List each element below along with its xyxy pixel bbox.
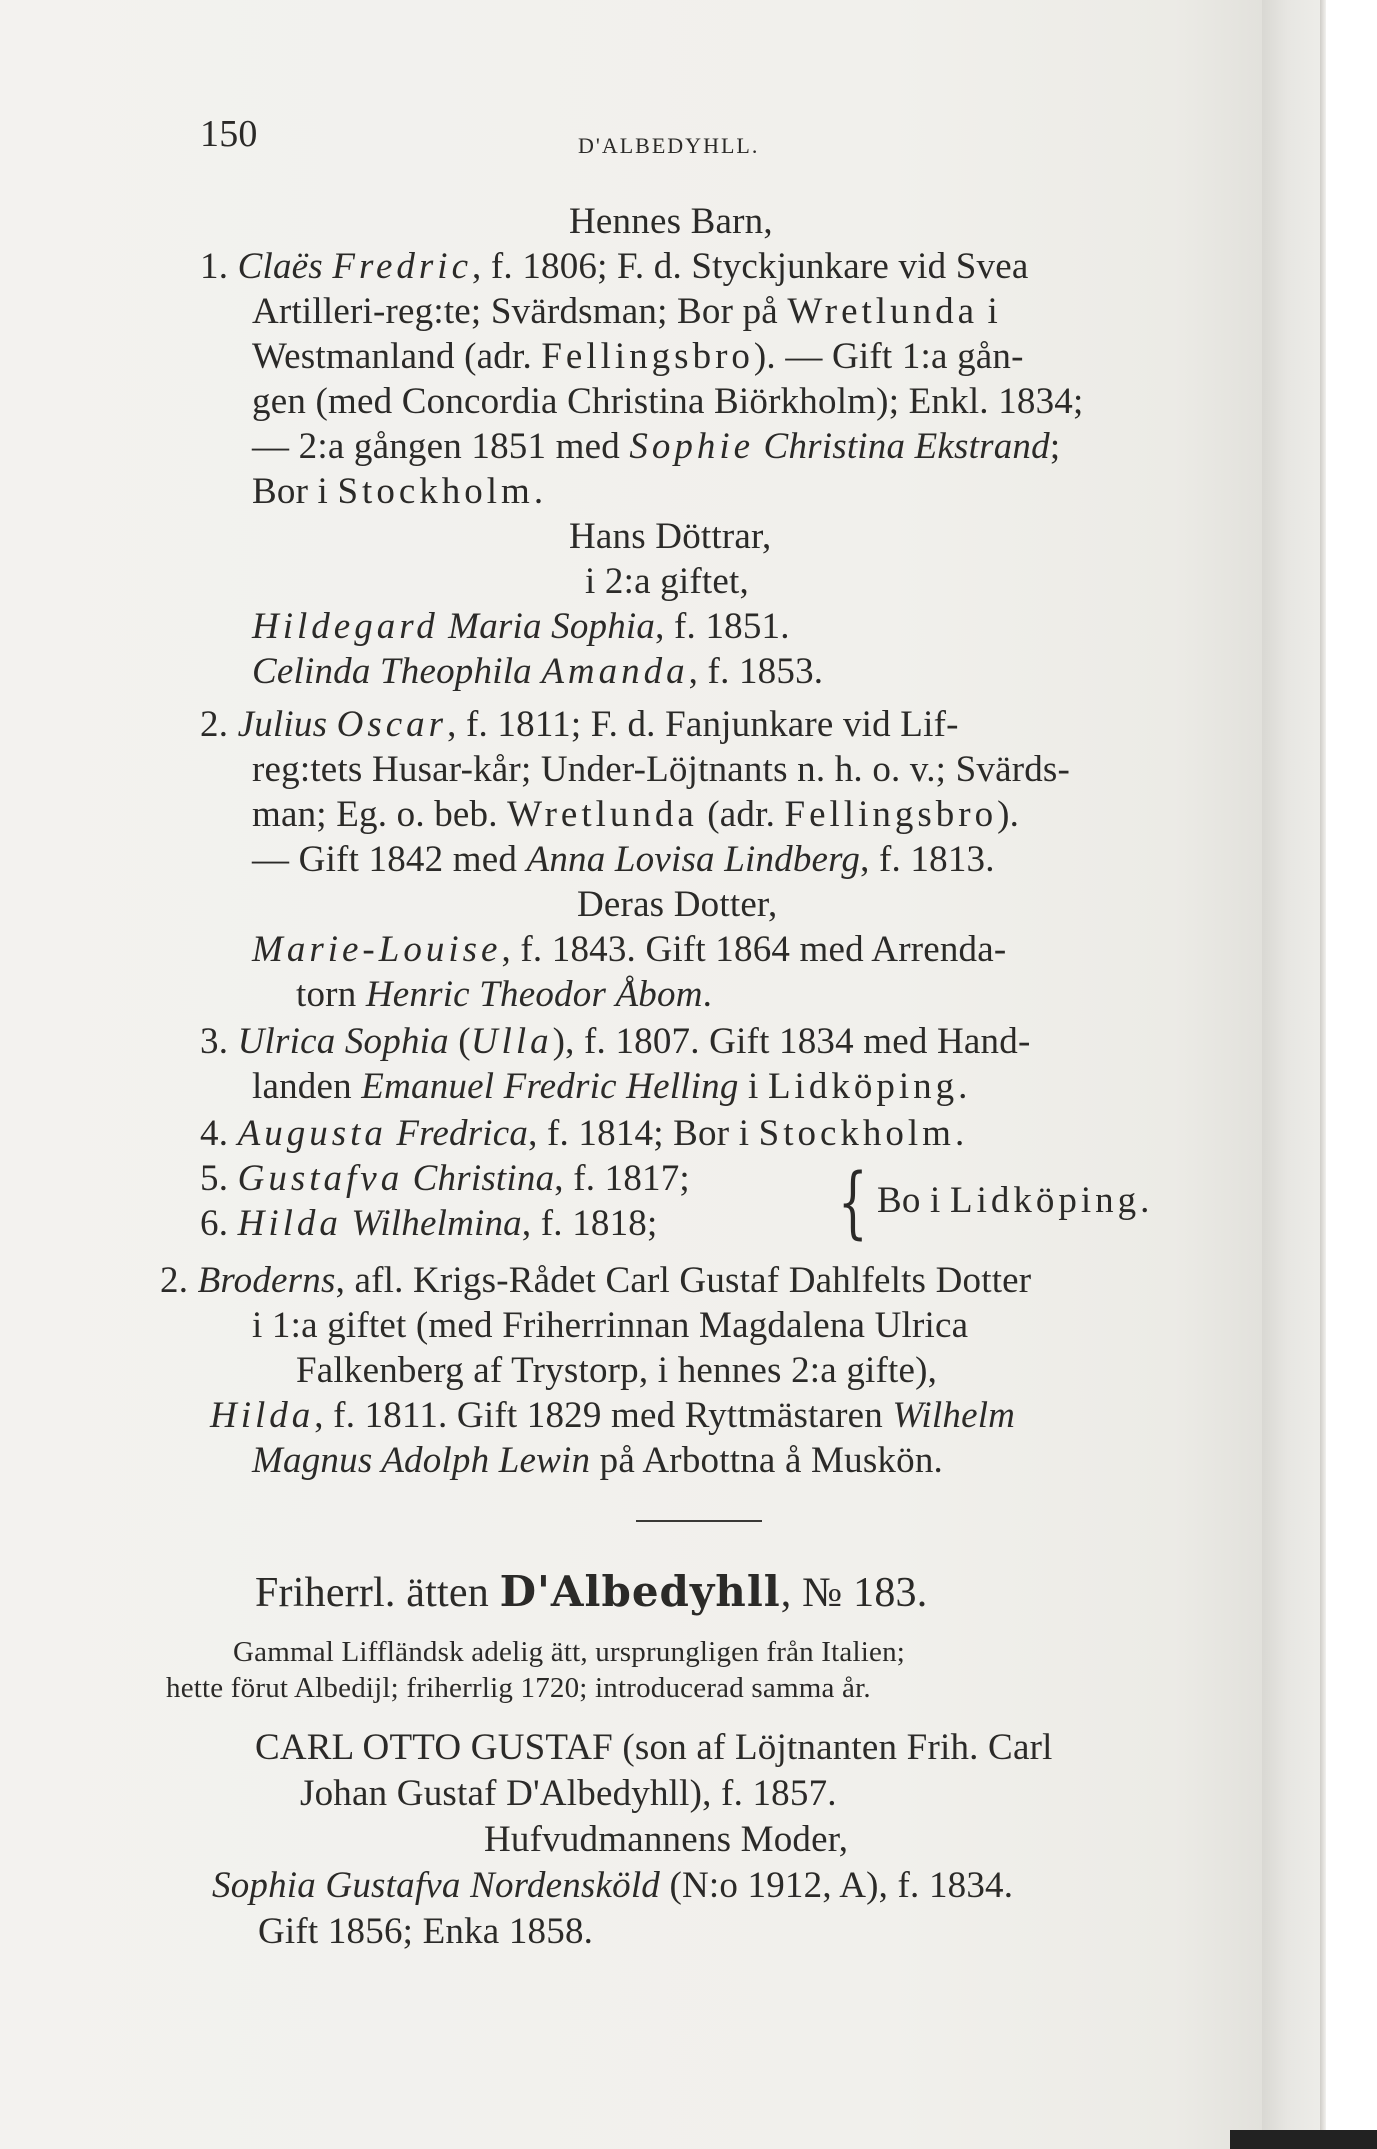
text-run: Artilleri-reg:te; Svärdsman; Bor på [252,291,788,332]
text-run: Fellingsbro [541,336,754,377]
text-line [252,1439,943,1483]
text-run: Fredrica [386,1113,529,1154]
text-line [252,650,823,694]
text-run: . [533,471,544,512]
text-run: Lidköping [949,1180,1141,1221]
text-line [569,200,773,244]
scan-corner [1230,2130,1377,2149]
text-line [258,1910,593,1954]
text-line [210,1394,1015,1438]
text-run: — 2:a gången 1851 med [252,426,630,467]
text-run: Gammal Liffländsk adelig ätt, ursprungligen från Italien; [233,1636,906,1668]
text-run: , f. 1806; F. d. Styckjunkare vid Svea [472,246,1029,287]
text-run: 3. [200,1021,238,1062]
text-line [200,1112,964,1156]
text-run: man; Eg. o. beb. [252,794,508,835]
text-run: Ulla [470,1021,553,1062]
text-line [252,928,1006,972]
text-run: (N:o 1912, A), f. 1834. [660,1865,1014,1906]
text-run: Claës [237,246,333,287]
text-run: Hilda [210,1395,315,1436]
text-run: . [1140,1180,1150,1221]
text-run: Magnus Adolph Lewin [252,1440,591,1481]
text-run: , f. 1813. [860,839,995,880]
text-run: 2. [160,1260,198,1301]
text-line [252,290,998,334]
text-line [577,883,777,927]
brace-glyph: { [837,1158,868,1248]
text-run: . [954,1113,965,1154]
text-line [252,470,543,514]
text-run: Wretlunda [787,291,979,332]
text-run: ), f. 1807. Gift 1834 med Hand- [552,1021,1031,1062]
text-run: i [978,291,998,332]
text-run: Fellingsbro [784,794,998,835]
text-line [252,793,1019,837]
text-run: Oscar [336,704,448,745]
text-line [255,1726,1053,1770]
text-run: Gustafva [237,1158,404,1199]
text-run: Amanda [541,651,689,692]
text-run: ; [1049,426,1061,467]
text-run: Westmanland (adr. [252,336,542,377]
text-line [484,1818,848,1862]
text-run: . [702,974,713,1015]
text-line [252,380,1083,424]
text-line [252,748,1070,792]
text-run: Fredric [332,246,472,287]
running-title: D'ALBEDYHLL. [578,133,760,158]
text-run: Julius [237,704,337,745]
text-run: i [738,1066,768,1107]
page-gutter [1262,0,1326,2149]
text-run: Wretlunda [507,794,698,835]
text-run: gen (med Concordia Christina Biörkholm); Enkl. 1834; [252,381,1084,422]
text-run: , f. 1817; [554,1158,690,1199]
text-run: Augusta [237,1113,387,1154]
text-run: (adr. [697,794,785,835]
text-run: 2. [200,704,238,745]
text-run: Christina [403,1158,555,1199]
text-line [160,1259,1031,1303]
text-line [200,703,959,747]
text-run: , f. 1818; [521,1203,658,1244]
page-number: 150 [200,113,258,155]
text-line [585,560,749,604]
text-run: , f. 1814; Bor i [528,1113,759,1154]
text-run: landen [252,1066,362,1107]
text-run: Deras Dotter, [577,884,778,925]
section-heading [255,1567,927,1618]
text-run: Hufvudmannens Moder, [484,1819,849,1860]
text-run: reg:tets Husar-kår; Under-Löjtnants n. h. o. v.; Svärds- [252,749,1071,790]
text-run: 6. [200,1203,238,1244]
text-line [252,1065,968,1109]
text-line [233,1634,905,1670]
text-run: , f. 1811; F. d. Fanjunkare vid Lif- [447,704,959,745]
text-line [296,1349,937,1393]
text-line [252,605,790,649]
text-run: Hans Döttrar, [569,516,772,557]
text-run: i 2:a giftet, [585,561,749,602]
text-line [200,1202,658,1246]
text-line [252,1304,968,1348]
text-run: Stockholm [758,1113,955,1154]
text-run: CARL OTTO GUSTAF (son af Löjtnanten Frih. Carl [255,1727,1053,1768]
text-run: — Gift 1842 med [252,839,527,880]
text-line [252,425,1060,469]
text-run: Johan Gustaf D'Albedyhll), f. 1857. [300,1773,837,1814]
text-run: , f. 1811. Gift 1829 med Ryttmästaren [314,1395,893,1436]
page-edge [1326,0,1377,2149]
text-run: Friherrl. ätten [255,1570,500,1616]
text-run: torn [296,974,366,1015]
text-run: , f. 1843. Gift 1864 med Arrenda- [501,929,1007,970]
text-line [252,838,995,882]
text-line [296,973,712,1017]
text-run: Stockholm [337,471,534,512]
text-run: , afl. Krigs-Rådet Carl Gustaf Dahlfelts Dotter [335,1260,1032,1301]
text-run: . [958,1066,968,1107]
text-run: Hilda [237,1203,342,1244]
section-divider [636,1520,762,1522]
text-run: , f. 1851. [655,606,790,647]
text-run: på Arbottna å Muskön. [590,1440,943,1481]
text-run: i 1:a giftet (med Friherrinnan Magdalena Ulrica [252,1305,969,1346]
text-run: Anna Lovisa Lindberg [526,839,861,880]
text-run: Emanuel Fredric Helling [361,1066,739,1107]
text-run: Henric Theodor Åbom [365,974,703,1015]
text-line [200,1020,1030,1064]
text-run: ). — Gift 1:a gån- [753,336,1024,377]
text-run: hette förut Albedijl; friherrlig 1720; introducerad samma år. [166,1672,871,1704]
text-line [877,1179,1150,1223]
text-line [200,245,1029,289]
text-line [569,515,772,559]
text-run: Maria Sophia [438,606,656,647]
text-line [200,1157,690,1201]
text-line [166,1670,871,1706]
text-run: ). [997,794,1020,835]
text-line [252,335,1024,379]
text-run: 4. [200,1113,238,1154]
text-run: Celinda Theophila [252,651,542,692]
text-run: Bo i [877,1180,950,1221]
text-run: Sophia Gustafva Nordensköld [212,1865,661,1906]
text-run: Wilhelmina [341,1203,522,1244]
text-run: 1. [200,246,238,287]
text-run: D'Albedyhll [499,1567,781,1616]
text-run: Falkenberg af Trystorp, i hennes 2:a gifte), [296,1350,938,1391]
text-run: , № 183. [780,1570,928,1616]
text-run: Ulrica Sophia [237,1021,449,1062]
text-run: Christina Ekstrand [754,426,1050,467]
text-line [212,1864,1013,1908]
text-run: Gift 1856; Enka 1858. [258,1911,594,1952]
text-line [300,1772,837,1816]
text-run: Lidköping [767,1066,959,1107]
text-run: Marie-Louise [252,929,502,970]
text-run: Broderns [197,1260,336,1301]
text-run: 5. [200,1158,238,1199]
text-run: Bor i [252,471,338,512]
text-run: ( [448,1021,471,1062]
text-run: , f. 1853. [688,651,824,692]
text-run: Hildegard [252,606,439,647]
text-run: Hennes Barn, [569,201,773,242]
text-run: Wilhelm [892,1395,1016,1436]
text-run: Sophie [629,426,755,467]
